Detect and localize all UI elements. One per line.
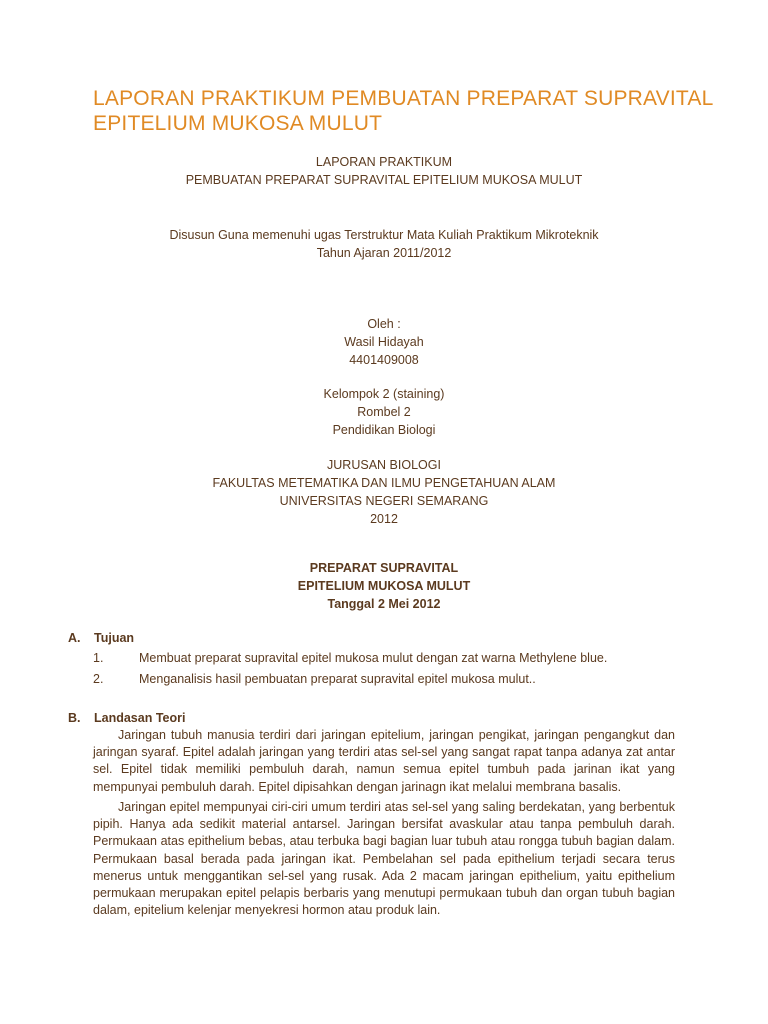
- rombel: Rombel 2: [357, 405, 411, 419]
- document-title: LAPORAN PRAKTIKUM PEMBUATAN PREPARAT SUPRAVITAL EPITELIUM MUKOSA MULUT: [93, 87, 713, 135]
- report-heading: [0, 559, 768, 613]
- faculty: FAKULTAS METEMATIKA DAN ILMU PENGETAHUAN ALAM: [212, 476, 556, 490]
- cover-year: 2012: [370, 512, 398, 526]
- group-name: Kelompok 2 (staining): [323, 387, 445, 401]
- cover-title-block: [0, 153, 768, 189]
- author-name: Wasil Hidayah: [344, 335, 424, 349]
- section-b-title: Landasan Teori: [94, 711, 186, 725]
- cover-academic-year: Tahun Ajaran 2011/2012: [316, 246, 452, 260]
- cover-purpose-block: [0, 226, 768, 262]
- author-by-label: Oleh :: [367, 317, 401, 331]
- study-program: Pendidikan Biologi: [332, 423, 436, 437]
- report-heading-line1: PREPARAT SUPRAVITAL: [309, 561, 459, 575]
- cover-title-line2: PEMBUATAN PREPARAT SUPRAVITAL EPITELIUM MUKOSA MULUT: [185, 173, 583, 187]
- list-item-number: 2.: [93, 672, 104, 686]
- university: UNIVERSITAS NEGERI SEMARANG: [279, 494, 489, 508]
- cover-title-line1: LAPORAN PRAKTIKUM: [315, 155, 453, 169]
- list-item-text: Membuat preparat supravital epitel mukosa mulut dengan zat warna Methylene blue.: [139, 651, 608, 665]
- paragraph: Jaringan tubuh manusia terdiri dari jaringan epitelium, jaringan pengikat, jaringan pengangkut dan jaringan syaraf. Epitel adalah jaringan yang terdiri atas sel-sel yang sangat rapat tanpa adanya zat antar sel. Epitel tidak memiliki pembuluh darah, namun semua epitel tumbuh pada jarinan ikat yang mempunyai pembuluh darah. Epitel dipisahkan dengan jarinagn ikat melalui membrana basalis.: [93, 728, 675, 794]
- author-id: 4401409008: [349, 353, 419, 367]
- institution-block: [0, 456, 768, 528]
- group-block: [0, 385, 768, 439]
- list-item: [93, 672, 536, 686]
- list-item-number: 1.: [93, 651, 104, 665]
- section-a-letter: A.: [68, 631, 81, 645]
- list-item: [93, 651, 607, 665]
- section-b-heading: [68, 711, 185, 725]
- author-block: [0, 315, 768, 369]
- section-b-letter: B.: [68, 711, 81, 725]
- list-item-text: Menganalisis hasil pembuatan preparat supravital epitel mukosa mulut..: [139, 672, 536, 686]
- department: JURUSAN BIOLOGI: [327, 458, 441, 472]
- report-heading-line2: EPITELIUM MUKOSA MULUT: [297, 579, 471, 593]
- paragraph: Jaringan epitel mempunyai ciri-ciri umum terdiri atas sel-sel yang saling berdekatan, yang berbentuk pipih. Hanya ada sedikit material antarsel. Jaringan bersifat avaskular atau tanpa pembuluh darah. Permukaan atas epithelium bebas, atau terbuka bagi bagian luar tubuh atau rongga tubuh bagian dalam. Permukaan basal berada pada jaringan ikat. Pembelahan sel pada epithelium terjadi secara terus menerus untuk menggantikan sel-sel yang rusak. Ada 2 macam jaringan epithelium, yaitu epithelium permukaan merupakan epitel pelapis berbaris yang menutupi permukaan tubuh dan organ tubuh bagian dalam, epitelium kelenjar menyekresi hormon atau produk lain.: [93, 800, 675, 918]
- section-a-title: Tujuan: [94, 631, 135, 645]
- report-date: Tanggal 2 Mei 2012: [327, 597, 441, 611]
- cover-purpose-line1: Disusun Guna memenuhi ugas Terstruktur Mata Kuliah Praktikum Mikroteknik: [169, 228, 599, 242]
- section-a-heading: [68, 631, 134, 645]
